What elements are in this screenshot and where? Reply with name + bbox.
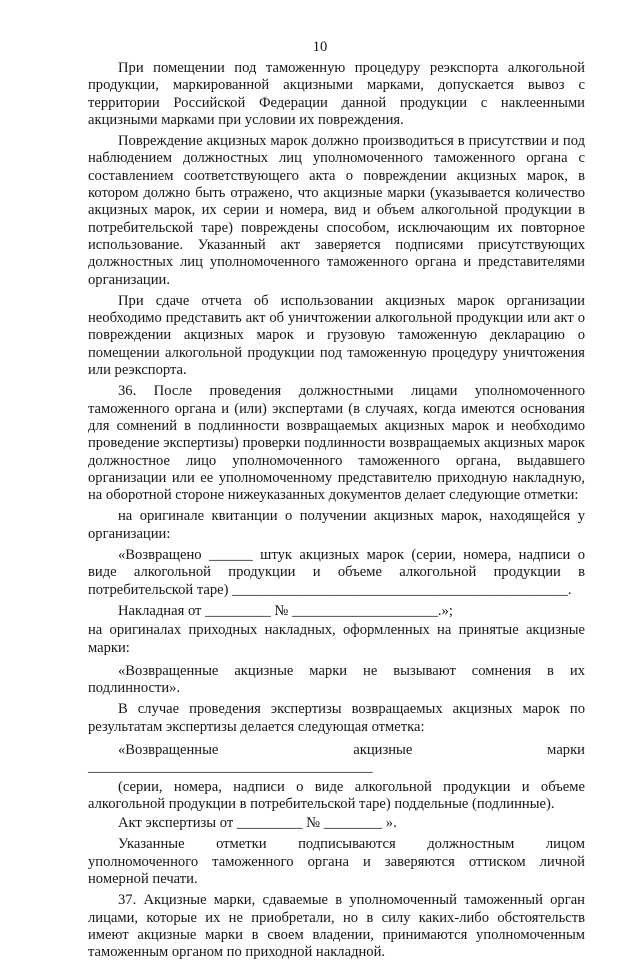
page-number: 10 [312,39,328,55]
paragraph-counterfeit-genuine: (серии, номера, надписи о виде алкогольной продукции и объеме алкогольной продукции в потребительской таре) поддельные (подлинные). [88,778,585,812]
paragraph-reexport-export: При помещении под таможенную процедуру реэкспорта алкогольной продукции, маркированной акцизными марками, допускается вывоз с территории Российской Федерации данной продукции с наклеенными акцизными марками при условии их повреждения. [88,60,585,128]
paragraph-section-37: 37. Акцизные марки, сдаваемые в уполномоченный таможенный орган лицами, которые их не приобретали, но в силу каких-либо обстоятельств имеют акцизные марки в своем владении, принимаются уполномоченным таможенным органом по приходной накладной. [88,892,585,961]
paragraph-returned-stamps-blank: «Возвращенные акцизные марки _______________________________________ [88,741,585,776]
paragraph-report-submission: При сдаче отчета об использовании акцизных марок организации необходимо представить акт об уничтожении алкогольной продукции или акт о повреждении акцизных марок и грузовую таможенную декларацию о помещении алкогольной продукции под таможенную процедуру уничтожения или реэкспорта. [88,292,585,379]
paragraph-stamp-damage-procedure: Повреждение акцизных марок должно производиться в присутствии и под наблюдением должностных лиц уполномоченного таможенного органа с составлением соответствующего акта о повреждении акцизных марок, в котором должно быть отражено, что акцизные марки (указывается количество акцизных марок, их серии и номера, вид и объем алкогольной продукции в потребительской таре) повреждены способом, исключающим их повторное использование. Указанный акт заверяется подписями присутствующих должностных лиц уполномоченного таможенного органа и представителями организации. [88,133,585,288]
paragraph-receipt-original: на оригинале квитанции о получении акцизных марок, находящейся у организации: [88,508,585,542]
paragraph-invoice-originals: на оригиналах приходных накладных, оформленных на принятые акцизные марки: [88,622,585,656]
paragraph-returned-mark-template: «Возвращено ______ штук акцизных марок (серии, номера, надписи о виде алкогольной продукции и объеме алкогольной продукции в потребительской таре) ______________________________________________. [88,547,585,598]
paragraph-invoice-line: Накладная от _________ № ____________________.»; [118,602,453,619]
paragraph-section-36: 36. После проведения должностными лицами уполномоченного таможенного органа и (или) экспертами (в случаях, когда имеются основания для сомнений в подлинности возвращаемых акцизных марок и необходимо проведение экспертизы) проверки подлинности возвращаемых акцизных марок должностное лицо уполномоченного таможенного органа, выдавшего организации или ее уполномоченному представителю приходную накладную, на оборотной стороне нижеуказанных документов делает следующие отметки: [88,383,585,504]
document-body [88,60,585,962]
paragraph-expertise-act: Акт экспертизы от _________ № ________ ». [118,815,397,832]
paragraph-expertise-case: В случае проведения экспертизы возвращаемых акцизных марок по результатам экспертизы делается следующая отметка: [88,701,585,735]
paragraph-authenticity-note: «Возвращенные акцизные марки не вызывают сомнения в их подлинности». [88,662,585,697]
paragraph-signatures-seal: Указанные отметки подписываются должностным лицом уполномоченного таможенного органа и заверяются оттиском личной номерной печати. [88,836,585,888]
